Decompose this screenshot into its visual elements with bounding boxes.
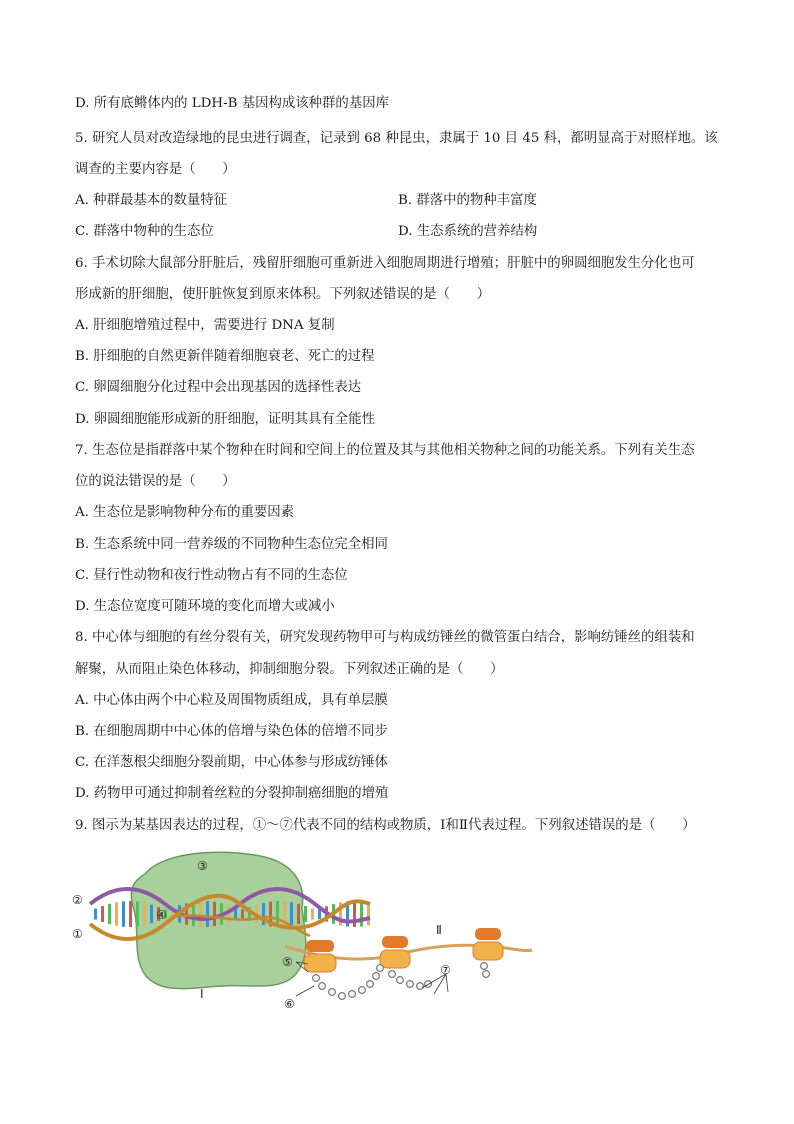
q8-option-a: A. 中心体由两个中心粒及周围物质组成，具有单层膜	[75, 693, 388, 708]
q8-option-c: C. 在洋葱根尖细胞分裂前期，中心体参与形成纺锤体	[75, 755, 388, 770]
amino-acid-bead	[481, 963, 488, 970]
q8-stem-line1: 8. 中心体与细胞的有丝分裂有关，研究发现药物甲可与构成纺锤丝的微管蛋白结合，影响纺锤丝的组装和	[75, 630, 695, 645]
process-1-label: Ⅰ	[200, 987, 204, 1001]
amino-acid-bead	[407, 981, 414, 988]
process-2-label: Ⅱ	[436, 923, 442, 937]
base-pair-bar	[367, 903, 370, 926]
base-pair-bar	[136, 902, 139, 927]
base-pair-bar	[360, 901, 363, 926]
q8-stem-line2: 解聚，从而阻止染色体移动，抑制细胞分裂。下列叙述正确的是（ ）	[75, 662, 504, 677]
q7-option-d: D. 生态位宽度可随环境的变化而增大或减小	[75, 599, 335, 614]
amino-acid-bead	[483, 971, 490, 978]
base-pair-bar	[143, 903, 146, 925]
amino-acid-bead	[425, 981, 432, 988]
q5-option-d: D. 生态系统的营养结构	[398, 224, 538, 239]
q9-stem: 9. 图示为某基因表达的过程，①～⑦代表不同的结构或物质，Ⅰ和Ⅱ代表过程。下列叙述错误的是（ ）	[75, 818, 696, 833]
q5-stem-line2: 调查的主要内容是（ ）	[75, 162, 236, 177]
amino-acid-bead	[367, 981, 374, 988]
label-4: ④	[156, 908, 167, 922]
base-pair-bar	[94, 908, 97, 919]
amino-acid-bead	[349, 991, 356, 998]
amino-acid-bead	[389, 971, 396, 978]
q7-option-a: A. 生态位是影响物种分布的重要因素	[75, 505, 295, 520]
q5-option-c: C. 群落中物种的生态位	[75, 224, 214, 239]
q7-stem-line2: 位的说法错误的是（ ）	[75, 474, 236, 489]
q5-option-b: B. 群落中的物种丰富度	[398, 193, 537, 208]
q7-stem-line1: 7. 生态位是指群落中某个物种在时间和空间上的位置及其与其他相关物种之间的功能关系。下列有关生态	[75, 443, 695, 458]
base-pair-bar	[129, 901, 132, 927]
q4-option-d: D. 所有底鳉体内的 LDH-B 基因构成该种群的基因库	[75, 96, 389, 111]
q6-option-b: B. 肝细胞的自然更新伴随着细胞衰老、死亡的过程	[75, 349, 375, 364]
gene-expression-figure	[70, 846, 540, 1026]
amino-acid-bead	[377, 965, 384, 972]
q5-option-a: A. 种群最基本的数量特征	[75, 193, 228, 208]
amino-acid-bead	[319, 983, 326, 990]
amino-acid-bead	[359, 987, 366, 994]
base-pair-bar	[213, 902, 216, 926]
base-pair-bar	[101, 906, 104, 922]
base-pair-bar	[311, 908, 314, 919]
amino-acid-bead	[313, 975, 320, 982]
label-3: ③	[197, 859, 208, 873]
amino-acid-bead	[373, 973, 380, 980]
q6-option-a: A. 肝细胞增殖过程中，需要进行 DNA 复制	[75, 318, 335, 333]
ribosomes	[304, 928, 503, 972]
label-2: ②	[72, 893, 83, 907]
base-pair-bar	[199, 901, 202, 927]
base-pair-bar	[241, 910, 244, 919]
base-pair-bar	[290, 902, 293, 926]
q6-stem-line1: 6. 手术切除大鼠部分肝脏后，残留肝细胞可重新进入细胞周期进行增殖；肝脏中的卵圆细胞发生分化也可	[75, 256, 695, 271]
base-pair-bar	[304, 906, 307, 922]
q7-option-c: C. 昼行性动物和夜行性动物占有不同的生态位	[75, 568, 348, 583]
amino-acid-bead	[329, 989, 336, 996]
base-pair-bar	[150, 905, 153, 924]
ribosome-3	[473, 928, 503, 960]
label-1: ①	[72, 927, 83, 941]
q5-stem-line1: 5. 研究人员对改造绿地的昆虫进行调查，记录到 68 种昆虫，隶属于 10 目 45 科，都明显高于对照样地。该	[75, 131, 718, 146]
base-pair-bar	[115, 902, 118, 926]
amino-acid-bead	[417, 983, 424, 990]
label-7: ⑦	[440, 963, 451, 977]
label-5: ⑤	[282, 955, 293, 969]
q6-option-c: C. 卵圆细胞分化过程中会出现基因的选择性表达	[75, 380, 362, 395]
ribosome-1	[304, 940, 336, 972]
q6-option-d: D. 卵圆细胞能形成新的肝细胞，证明其具有全能性	[75, 412, 375, 427]
q7-option-b: B. 生态系统中同一营养级的不同物种生态位完全相同	[75, 537, 388, 552]
base-pair-bar	[108, 904, 111, 924]
base-pair-bar	[206, 901, 209, 927]
q8-option-b: B. 在细胞周期中中心体的倍增与染色体的倍增不同步	[75, 724, 388, 739]
q6-stem-line2: 形成新的肝细胞，使肝脏恢复到原来体积。下列叙述错误的是（ ）	[75, 287, 491, 302]
base-pair-bar	[297, 904, 300, 924]
ribosome-2	[380, 936, 410, 968]
amino-acid-bead	[397, 977, 404, 984]
base-pair-bar	[122, 901, 125, 927]
label-6: ⑥	[284, 997, 295, 1011]
q8-option-d: D. 药物甲可通过抑制着丝粒的分裂抑制癌细胞的增殖	[75, 786, 389, 801]
amino-acid-bead	[339, 993, 346, 1000]
